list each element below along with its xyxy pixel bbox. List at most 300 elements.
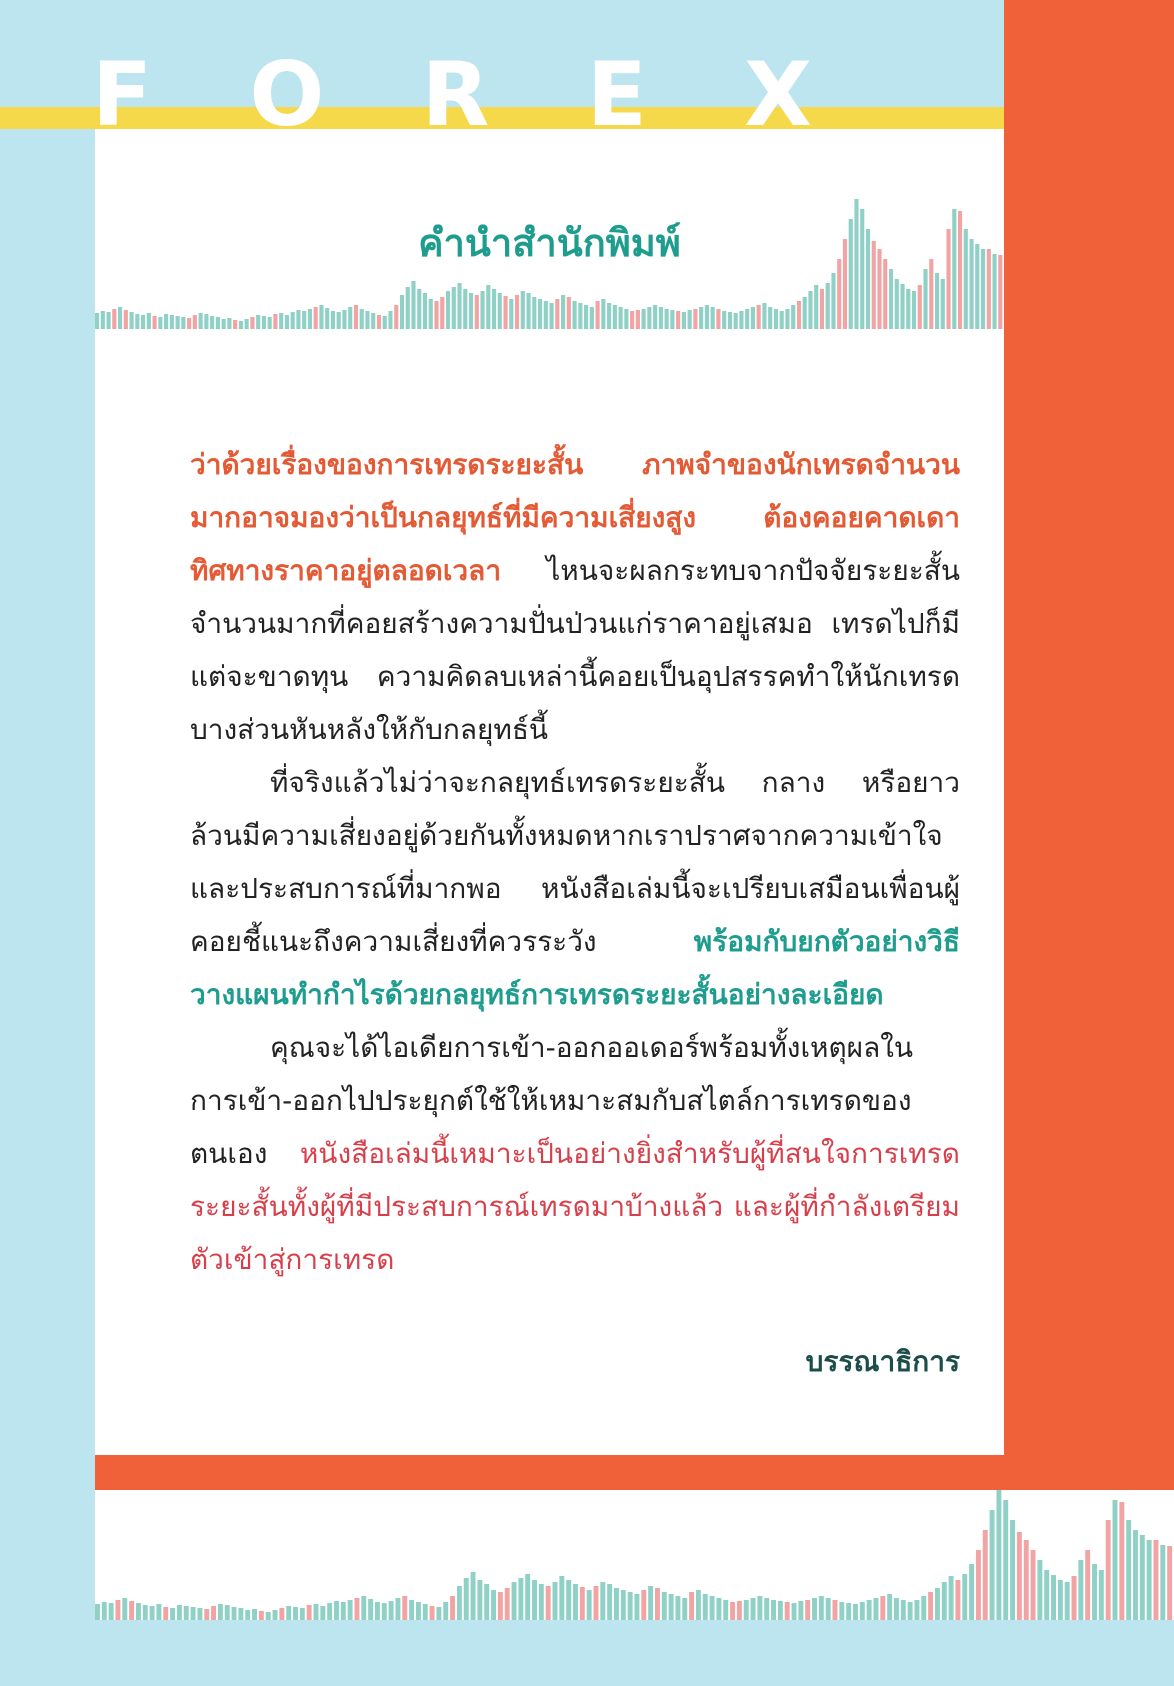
decor-bar [682, 1598, 687, 1620]
decor-bar [360, 309, 364, 329]
decor-bar [614, 1588, 619, 1620]
decor-bar [983, 1530, 988, 1620]
decor-bar [594, 1586, 599, 1620]
decor-bar [239, 321, 243, 329]
decor-bar [486, 285, 490, 329]
decor-bar [163, 1607, 168, 1620]
decor-bar [232, 1607, 237, 1620]
decor-bar [1037, 1560, 1042, 1620]
decor-bar [150, 1606, 155, 1620]
decor-bar [826, 283, 830, 329]
decor-bar [573, 1584, 578, 1620]
decor-bar [567, 297, 571, 329]
forex-letter: F [92, 43, 153, 146]
decor-bar [955, 1580, 960, 1620]
decor-bar [716, 1598, 721, 1620]
decor-bar [268, 317, 272, 329]
decor-bar [259, 1611, 264, 1620]
decor-bar [935, 273, 939, 329]
decor-bar [906, 289, 910, 329]
decor-bar [245, 319, 249, 329]
decor-bar [619, 307, 623, 329]
decor-bar [705, 305, 709, 329]
decor-bar [156, 1604, 161, 1620]
decor-bar [867, 1600, 872, 1620]
decor-bar [1106, 1520, 1111, 1620]
decor-bar [703, 1594, 708, 1620]
decor-bar [394, 305, 398, 329]
decor-bar [279, 313, 283, 329]
forex-letter: X [744, 43, 812, 146]
decor-bar [846, 1603, 851, 1620]
decor-bar [778, 1601, 783, 1620]
preface-body [190, 438, 960, 1286]
decor-bar [1010, 1520, 1015, 1620]
decor-bar [141, 315, 145, 329]
page-title: คำนำสำนักพิมพ์ [418, 221, 681, 265]
decor-bar [204, 314, 208, 329]
decor-bar [302, 311, 306, 329]
decor-bar [689, 1592, 694, 1620]
highlight-orange: ว่าด้วยเรื่องของการเทรดระยะสั้น ภาพจำของนักเทรดจำนวนมากอาจมองว่าเป็นกลยุทธ์ที่มีความเสี่ยงสูง ต้องคอยคาดเดาทิศทางราคาอยู่ตลอดเวลา [190, 448, 960, 587]
decor-bar [928, 1592, 933, 1620]
decor-bar [711, 307, 715, 329]
decor-bar [808, 291, 812, 329]
decor-bar [129, 1601, 134, 1620]
decor-bar [368, 1599, 373, 1620]
decor-bar [1113, 1500, 1118, 1620]
decor-bar [587, 1590, 592, 1620]
decor-bar [193, 315, 197, 329]
decor-bar [279, 1608, 284, 1620]
decor-bar [285, 315, 289, 329]
decor-bar [434, 301, 438, 329]
decor-bar [941, 279, 945, 329]
decor-bar [653, 305, 657, 329]
decor-bar [798, 1601, 803, 1620]
decor-bar [498, 293, 502, 329]
decor-bar [1133, 1530, 1138, 1620]
decor-bar [728, 312, 732, 329]
decor-bar [509, 299, 513, 329]
decor-bar [341, 1602, 346, 1620]
decor-bar [95, 313, 99, 329]
decor-bar [1160, 1545, 1165, 1620]
decor-bar [791, 305, 795, 329]
decor-bar [1085, 1550, 1090, 1620]
decor-bar [889, 269, 893, 329]
decor-bar [710, 1596, 715, 1620]
decor-bar [833, 1600, 838, 1620]
decor-bar [450, 1596, 455, 1620]
decor-bar [143, 1605, 148, 1620]
decor-bar [227, 318, 231, 329]
decor-bar [164, 314, 168, 329]
paragraph-text: ไหนจะผลกระทบจากปัจจัยระยะสั้นจำนวนมากที่คอยสร้างความปั่นป่วนแก่ราคาอยู่เสมอ เทรดไปก็มีแต่จะขาดทุน ความคิดลบเหล่านี้คอยเป็นอุปสรรคทำให้นักเทรดบางส่วนหันหลังให้กับกลยุทธ์นี้ [190, 554, 960, 746]
decor-bar [853, 1604, 858, 1620]
decor-bar [688, 310, 692, 329]
decor-bar [348, 307, 352, 329]
decor-bar [429, 299, 433, 329]
decor-bar [768, 307, 772, 329]
decor-bar [596, 301, 600, 329]
decor-bar [655, 1588, 660, 1620]
decor-bar [436, 1607, 441, 1620]
decor-bar [521, 291, 525, 329]
decor-bar [757, 1596, 762, 1620]
decor-bar [785, 309, 789, 329]
decor-bar [1147, 1540, 1152, 1620]
decor-bar [880, 1596, 885, 1620]
decor-bar [469, 293, 473, 329]
decor-bar [365, 311, 369, 329]
decor-bar [613, 305, 617, 329]
decor-bar [95, 1604, 100, 1620]
decor-bar [400, 295, 404, 329]
decor-bar [293, 1607, 298, 1620]
decor-bar [199, 313, 203, 329]
decor-bar [659, 307, 663, 329]
decor-bar [300, 1608, 305, 1620]
decor-bar [949, 1576, 954, 1620]
decor-bar [475, 295, 479, 329]
decor-bar [107, 312, 111, 329]
decor-bar [901, 1600, 906, 1620]
decor-bar [218, 1604, 223, 1620]
decor-bar [177, 1605, 182, 1620]
decor-bar [250, 317, 254, 329]
decor-bar [1119, 1502, 1124, 1620]
decor-bar [1051, 1575, 1056, 1620]
decor-bar [996, 1490, 1001, 1620]
decor-bar [561, 295, 565, 329]
decor-bar [471, 1572, 476, 1620]
decor-bar [1092, 1564, 1097, 1620]
forex-letter: O [249, 43, 325, 146]
decor-bar [745, 309, 749, 329]
decor-bar [538, 299, 542, 329]
decor-bar [327, 1603, 332, 1620]
decor-bar [503, 296, 507, 329]
decor-bar [477, 1580, 482, 1620]
decor-bar [669, 1594, 674, 1620]
decor-bar [555, 299, 559, 329]
decor-bar [803, 297, 807, 329]
decor-bar [1126, 1520, 1131, 1620]
decor-bar [774, 309, 778, 329]
highlight-red: หนังสือเล่มนี้เหมาะเป็นอย่างยิ่งสำหรับผู้ที่สนใจการเทรดระยะสั้นทั้งผู้ที่มีประสบการณ์เทรดมาบ้างแล้ว และผู้ที่กำลังเตรียมตัวเข้าสู่การเทรด [190, 1137, 960, 1276]
decor-bar [109, 1603, 114, 1620]
paragraph-text: คุณจะได้ไอเดียการเข้า-ออกออเดอร์พร้อมทั้งเหตุผลในการเข้า-ออกไปประยุกต์ใช้ให้เหมาะสมกับสไตล์การเทรดของตนเอง [190, 1031, 914, 1170]
decor-bar [814, 285, 818, 329]
decor-bar [578, 303, 582, 329]
decor-bar [184, 1606, 189, 1620]
decor-bar [607, 303, 611, 329]
decor-bar [699, 307, 703, 329]
decor-bar [216, 317, 220, 329]
decor-bar [112, 309, 116, 329]
decor-bar [464, 1578, 469, 1620]
decor-bar [624, 309, 628, 329]
decor-bar [1167, 1546, 1172, 1620]
decor-bar [505, 1588, 510, 1620]
decor-bar [573, 301, 577, 329]
decor-bar [918, 285, 922, 329]
decor-bar [457, 1586, 462, 1620]
decor-bar [273, 1610, 278, 1620]
decor-bar [900, 284, 904, 329]
decor-bar [550, 303, 554, 329]
decor-bar [630, 311, 634, 329]
decor-bar [600, 1582, 605, 1620]
decor-bar [676, 311, 680, 329]
decor-bar [383, 316, 387, 329]
decorative-bar-pattern-bottom [95, 1490, 1174, 1620]
decor-bar [355, 1598, 360, 1620]
decor-bar [1031, 1550, 1036, 1620]
decor-bar [273, 314, 277, 329]
decor-bar [480, 291, 484, 329]
decor-bar [805, 1600, 810, 1620]
decor-bar [762, 303, 766, 329]
decor-bar [423, 1604, 428, 1620]
highlight-teal: พร้อมกับยกตัวอย่างวิธีวางแผนทำกำไรด้วยกลยุทธ์การเทรดระยะสั้นอย่างละเอียด [190, 925, 960, 1011]
decor-bar [518, 1578, 523, 1620]
decor-bar [942, 1582, 947, 1620]
decor-bar [693, 309, 697, 329]
decor-bar [342, 310, 346, 329]
decor-bar [874, 1598, 879, 1620]
decor-bar [819, 1596, 824, 1620]
decor-bar [388, 311, 392, 329]
decor-bar [314, 1604, 319, 1620]
decor-bar [354, 305, 358, 329]
decor-bar [153, 316, 157, 329]
decor-bar [723, 1600, 728, 1620]
decor-bar [411, 281, 415, 329]
orange-bottom-strip [95, 1455, 1174, 1490]
decor-bar [785, 1602, 790, 1620]
decor-bar [621, 1590, 626, 1620]
decor-bar [860, 1602, 865, 1620]
decor-bar [416, 1602, 421, 1620]
decor-bar [895, 279, 899, 329]
decor-bar [320, 1606, 325, 1620]
decor-bar [210, 316, 214, 329]
decor-bar [737, 1601, 742, 1620]
decor-bar [238, 1608, 243, 1620]
decor-bar [319, 305, 323, 329]
decor-bar [525, 1574, 530, 1620]
decor-bar [546, 1586, 551, 1620]
decor-bar [492, 289, 496, 329]
decor-bar [734, 313, 738, 329]
decor-bar [1024, 1540, 1029, 1620]
decor-bar [308, 309, 312, 329]
decor-bar [375, 1602, 380, 1620]
decor-bar [532, 297, 536, 329]
decor-bar [430, 1606, 435, 1620]
decor-bar [296, 310, 300, 329]
paragraph-text: ที่จริงแล้วไม่ว่าจะกลยุทธ์เทรดระยะสั้น กลาง หรือยาว ล้วนมีความเสี่ยงอยู่ด้วยกันทั้งหมดหากเราปราศจากความเข้าใจ และประสบการณ์ที่มากพอ หนังสือเล่มนี้จะเปรียบเสมือนเพื่อนผู้คอยชี้แนะถึงความเสี่ยงที่ควรระวัง [190, 766, 960, 958]
decor-bar [1058, 1580, 1063, 1620]
decor-bar [914, 1600, 919, 1620]
decor-bar [262, 316, 266, 329]
decor-bar [764, 1598, 769, 1620]
decor-bar [211, 1606, 216, 1620]
decor-bar [325, 308, 329, 329]
decor-bar [1065, 1582, 1070, 1620]
decor-bar [191, 1607, 196, 1620]
decor-bar [181, 317, 185, 329]
decor-bar [976, 1550, 981, 1620]
decor-bar [1140, 1535, 1145, 1620]
decor-bar [176, 316, 180, 329]
decor-bar [797, 301, 801, 329]
decor-bar [990, 1510, 995, 1620]
decor-bar [245, 1610, 250, 1620]
decor-bar [440, 297, 444, 329]
decor-bar [839, 1602, 844, 1620]
decor-bar [252, 1609, 257, 1620]
decor-bar [642, 309, 646, 329]
decor-bar [1078, 1560, 1083, 1620]
paragraph-1 [190, 438, 960, 756]
decor-bar [225, 1605, 230, 1620]
decor-bar [559, 1576, 564, 1620]
decor-bar [962, 1574, 967, 1620]
decor-bar [696, 1590, 701, 1620]
decor-bar [122, 1598, 127, 1620]
decor-bar [969, 1564, 974, 1620]
decor-bar [334, 1601, 339, 1620]
decor-bar [423, 293, 427, 329]
decor-bar [389, 1601, 394, 1620]
decor-bar [406, 287, 410, 329]
decor-bar [628, 1592, 633, 1620]
decor-bar [491, 1590, 496, 1620]
decor-bar [136, 1603, 141, 1620]
decor-bar [739, 311, 743, 329]
decor-bar [675, 1596, 680, 1620]
forex-letter: R [421, 43, 490, 146]
decor-bar [158, 317, 162, 329]
decor-bar [566, 1580, 571, 1620]
decor-bar [894, 1598, 899, 1620]
decor-bar [544, 301, 548, 329]
decor-bar [757, 305, 761, 329]
decor-bar [409, 1600, 414, 1620]
decor-bar [682, 312, 686, 329]
decor-bar [515, 295, 519, 329]
decor-bar [1003, 1500, 1008, 1620]
decor-bar [1017, 1532, 1022, 1620]
decor-bar [730, 1602, 735, 1620]
decor-bar [670, 310, 674, 329]
decor-bar [887, 1594, 892, 1620]
decor-bar [584, 305, 588, 329]
decor-bar [607, 1584, 612, 1620]
decor-bar [526, 293, 530, 329]
decor-bar [348, 1600, 353, 1620]
forex-letter: E [586, 43, 647, 146]
decor-bar [908, 1602, 913, 1620]
decor-bar [446, 291, 450, 329]
signature: บรรณาธิการ [805, 1345, 960, 1378]
decor-bar [233, 320, 237, 329]
decor-bar [636, 310, 640, 329]
decor-bar [826, 1598, 831, 1620]
decor-bar [170, 1608, 175, 1620]
decor-bar [170, 315, 174, 329]
decor-bar [256, 315, 260, 329]
decor-bar [371, 313, 375, 329]
decor-bar [118, 307, 122, 329]
decor-bar [923, 269, 927, 329]
decor-bar [912, 291, 916, 329]
decor-bar [395, 1598, 400, 1620]
decor-bar [1099, 1570, 1104, 1620]
decor-bar [361, 1596, 366, 1620]
decor-bar [532, 1580, 537, 1620]
decor-bar [780, 311, 784, 329]
decor-bar [751, 307, 755, 329]
decor-bar [377, 315, 381, 329]
forex-heading [92, 43, 812, 146]
decor-bar [641, 1590, 646, 1620]
decor-bar [539, 1584, 544, 1620]
decor-bar [647, 307, 651, 329]
paragraph-3 [190, 1021, 960, 1286]
decor-bar [187, 318, 191, 329]
decor-bar [266, 1612, 271, 1620]
decor-bar [484, 1584, 489, 1620]
decor-bar [314, 307, 318, 329]
decor-bar [115, 1600, 120, 1620]
decor-bar [457, 283, 461, 329]
decor-bar [635, 1594, 640, 1620]
decor-bar [831, 273, 835, 329]
paragraph-2 [190, 756, 960, 1021]
decor-bar [553, 1582, 558, 1620]
decor-bar [331, 311, 335, 329]
decor-bar [498, 1592, 503, 1620]
decor-bar [124, 310, 128, 329]
decor-bar [197, 1608, 202, 1620]
decor-bar [337, 312, 341, 329]
decor-bar [722, 311, 726, 329]
decor-bar [1072, 1576, 1077, 1620]
decor-bar [417, 289, 421, 329]
decor-bar [648, 1586, 653, 1620]
decor-bar [921, 1596, 926, 1620]
decor-bar [935, 1588, 940, 1620]
decor-bar [601, 299, 605, 329]
decor-bar [443, 1602, 448, 1620]
decor-bar [130, 312, 134, 329]
decor-bar [286, 1606, 291, 1620]
decor-bar [101, 311, 105, 329]
decor-bar [812, 1598, 817, 1620]
decor-bar [744, 1600, 749, 1620]
decor-bar [662, 1592, 667, 1620]
decor-bar [135, 314, 139, 329]
decor-bar [463, 289, 467, 329]
decor-bar [1154, 1540, 1159, 1620]
decor-bar [204, 1609, 209, 1620]
decor-bar [222, 319, 226, 329]
decor-bar [307, 1605, 312, 1620]
